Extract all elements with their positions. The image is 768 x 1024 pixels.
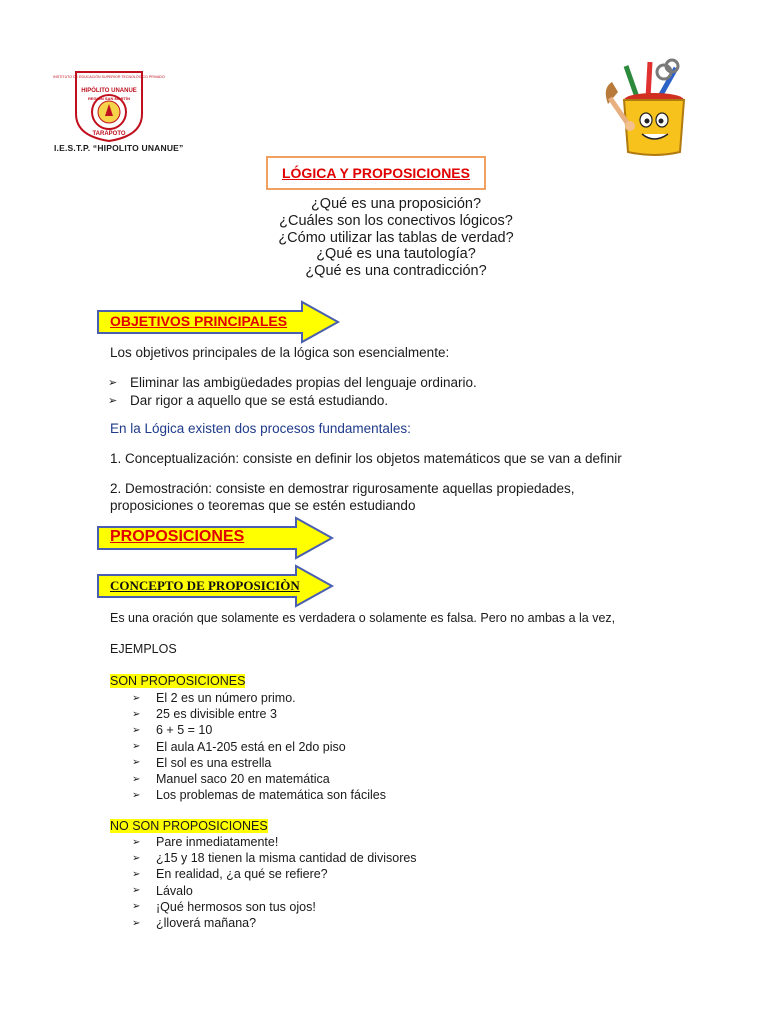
list-item: ➢ 6 + 5 = 10: [132, 723, 213, 738]
list-item: ➢ ¡Qué hermosos son tus ojos!: [132, 899, 316, 914]
arrowhead-bullet-icon: ➢: [132, 868, 141, 880]
no-son-proposiciones-list: [132, 834, 417, 931]
proceso-demostracion-line1: 2. Demostración: consiste en demostrar rigurosamente aquellas propiedades,: [110, 481, 575, 496]
proposiciones-heading: PROPOSICIONES: [110, 528, 245, 545]
institute-logo: [53, 70, 165, 142]
list-item: ➢ En realidad, ¿a qué se refiere?: [132, 867, 328, 882]
question-item: ¿Qué es una tautología?: [316, 246, 476, 263]
institution-name: I.E.S.T.P. “HIPOLITO UNANUE”: [54, 143, 184, 153]
arrowhead-bullet-icon: ➢: [108, 394, 118, 407]
question-item: ¿Qué es una contradicción?: [305, 263, 487, 280]
arrowhead-bullet-icon: ➢: [132, 708, 141, 720]
list-item: ➢ El aula A1-205 está en el 2do piso: [132, 739, 346, 754]
list-item: ➢ Dar rigor a aquello que se está estudiando.: [108, 392, 389, 408]
objetivos-intro: Los objetivos principales de la lógica son esencialmente:: [110, 345, 450, 360]
son-proposiciones-list: [132, 690, 386, 803]
list-item: ➢ Pare inmediatamente!: [132, 835, 279, 850]
concepto-definition: Es una oración que solamente es verdadera o solamente es falsa. Pero no ambas a la vez,: [110, 611, 616, 625]
arrowhead-bullet-icon: ➢: [132, 692, 141, 704]
arrowhead-bullet-icon: ➢: [108, 376, 118, 389]
list-item: ➢ Manuel saco 20 en matemática: [132, 772, 330, 787]
logo-name: HIPÓLITO UNANUE: [81, 88, 137, 94]
arrowhead-bullet-icon: ➢: [132, 757, 141, 769]
arrowhead-bullet-icon: ➢: [132, 901, 141, 913]
objetivos-heading: OBJETIVOS PRINCIPALES: [110, 313, 288, 329]
concepto-heading: CONCEPTO DE PROPOSICIÒN: [110, 578, 300, 593]
logo-ring-text: REGIÓN SAN MARTÍN: [88, 96, 130, 101]
arrowhead-bullet-icon: ➢: [132, 852, 141, 864]
son-proposiciones-label: SON PROPOSICIONES: [110, 674, 246, 688]
list-item: ➢ El 2 es un número primo.: [132, 691, 296, 706]
arrowhead-bullet-icon: ➢: [132, 773, 141, 785]
list-item: ➢ Los problemas de matemática son fáciles: [132, 788, 386, 803]
arrowhead-bullet-icon: ➢: [132, 724, 141, 736]
objetivos-bullet-list: [108, 373, 477, 409]
page-title: LÓGICA Y PROPOSICIONES: [281, 165, 470, 181]
arrowhead-bullet-icon: ➢: [132, 836, 141, 848]
procesos-text: En la Lógica existen dos procesos fundamentales:: [110, 421, 411, 436]
arrowhead-bullet-icon: ➢: [132, 917, 141, 929]
proceso-conceptualizacion: 1. Conceptualización: consiste en definir los objetos matemáticos que se van a definir: [110, 451, 622, 466]
ejemplos-label: EJEMPLOS: [110, 642, 177, 656]
question-item: ¿Cómo utilizar las tablas de verdad?: [278, 229, 514, 246]
no-son-proposiciones-label: NO SON PROPOSICIONES: [110, 819, 268, 833]
list-item: ➢ El sol es una estrella: [132, 755, 272, 770]
question-item: ¿Cuáles son los conectivos lógicos?: [279, 212, 513, 229]
page-title-box: [266, 156, 486, 190]
pencil-cup-mascot-icon: [598, 58, 698, 160]
list-item: ➢ Eliminar las ambigüedades propias del lenguaje ordinario.: [108, 374, 477, 390]
arrowhead-bullet-icon: ➢: [132, 885, 141, 897]
arrowhead-bullet-icon: ➢: [132, 789, 141, 801]
list-item: ➢ 25 es divisible entre 3: [132, 707, 277, 722]
arrowhead-bullet-icon: ➢: [132, 741, 141, 753]
logo-city: TARAPOTO: [92, 131, 126, 137]
question-item: ¿Qué es una proposición?: [310, 196, 482, 212]
list-item: ➢ ¿15 y 18 tienen la misma cantidad de divisores: [132, 851, 417, 866]
logo-top-text: INSTITUTO DE EDUCACIÓN SUPERIOR TECNOLÓGICO PRIVADO: [53, 75, 165, 79]
guiding-questions: [0, 196, 768, 280]
list-item: ➢ ¿lloverá mañana?: [132, 916, 257, 931]
proceso-demostracion-line2: proposiciones o teoremas que se estén estudiando: [110, 498, 416, 513]
list-item: ➢ Lávalo: [132, 883, 193, 898]
